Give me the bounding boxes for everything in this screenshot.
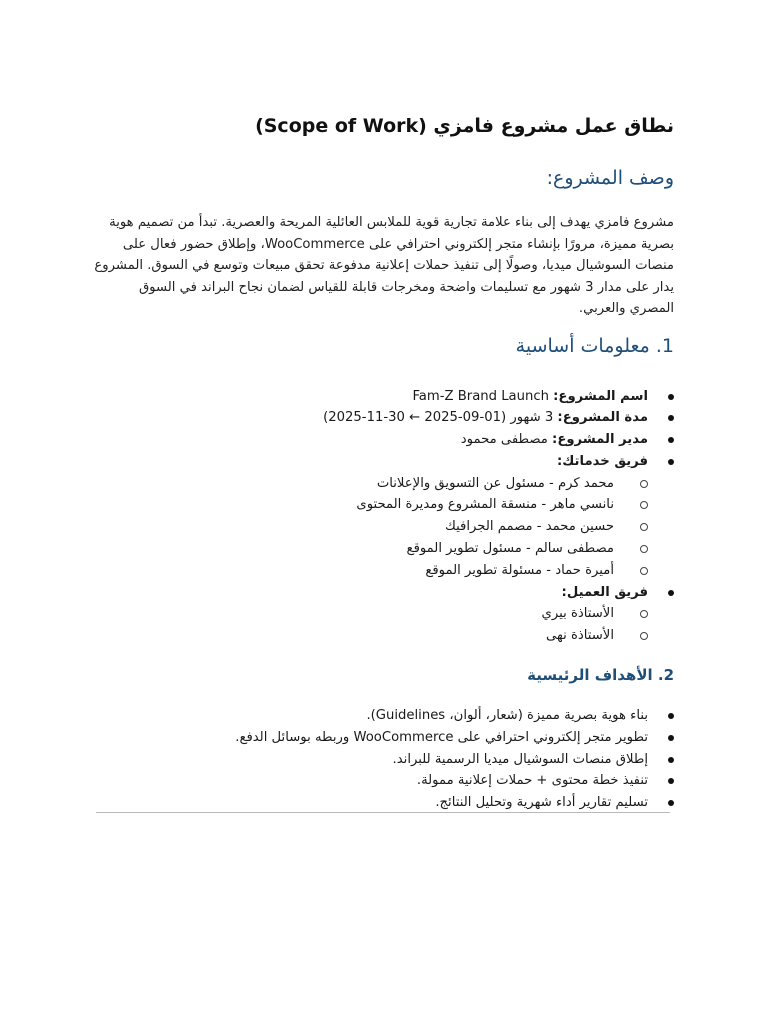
basic-info-list xyxy=(94,386,674,648)
goal-item: إطلاق منصات السوشيال ميديا الرسمية للبراند. xyxy=(94,749,648,771)
description-heading: وصف المشروع: xyxy=(546,167,674,189)
manager-value: مصطفى محمود xyxy=(460,432,548,448)
client-member: الأستاذة بيري xyxy=(94,603,614,625)
basic-info-heading: 1. معلومات أساسية xyxy=(515,334,674,357)
project-name-value: Fam-Z Brand Launch xyxy=(412,388,549,404)
project-description: مشروع فامزي يهدف إلى بناء علامة تجارية قوية للملابس العائلية المريحة والعصرية. تبدأ من تصميم هوية بصرية مميزة، مرورًا بإنشاء متجر إلكتروني احترافي على WooCommerce، وإطلاق حضور فعال على منصات السوشيال ميديا، وصولًا إلى تنفيذ حملات إعلانية مدفوعة تحقق مبيعات وتوسع في السوق. المشروع يدار على مدار 3 شهور مع تسليمات واضحة ومخرجات قابلة للقياس لضمان نجاح البراند في السوق المصري والعربي. xyxy=(94,215,674,316)
project-name-item xyxy=(94,386,648,408)
duration-item xyxy=(94,407,648,429)
project-name-label: اسم المشروع: xyxy=(553,388,648,404)
goals-list xyxy=(94,705,674,814)
duration-value: 3 شهور (01-09-2025 ← 30-11-2025) xyxy=(323,410,554,426)
goals-heading: 2. الأهداف الرئيسية xyxy=(527,666,674,685)
manager-item xyxy=(94,429,648,451)
client-team-item xyxy=(94,582,648,647)
section-divider xyxy=(96,812,670,813)
client-team-label: فريق العميل: xyxy=(561,584,648,600)
team-member: أميرة حماد - مسئولة تطوير الموقع xyxy=(94,560,614,582)
team-member: نانسي ماهر - منسقة المشروع ومديرة المحتوى xyxy=(94,494,614,516)
team-member: مصطفى سالم - مسئول تطوير الموقع xyxy=(94,538,614,560)
manager-label: مدير المشروع: xyxy=(552,432,648,448)
goal-item: تنفيذ خطة محتوى + حملات إعلانية ممولة. xyxy=(94,770,648,792)
team-label: فريق خدماتك: xyxy=(556,453,648,469)
goal-item: بناء هوية بصرية مميزة (شعار، ألوان، Guidelines). xyxy=(94,705,648,727)
goal-item: تسليم تقارير أداء شهرية وتحليل النتائج. xyxy=(94,792,648,814)
team-member: محمد كرم - مسئول عن التسويق والإعلانات xyxy=(94,473,614,495)
team-member: حسين محمد - مصمم الجرافيك xyxy=(94,516,614,538)
team-list xyxy=(94,473,648,582)
team-item xyxy=(94,451,648,582)
client-team-list xyxy=(94,603,648,647)
duration-label: مدة المشروع: xyxy=(557,410,648,426)
goal-item: تطوير متجر إلكتروني احترافي على WooCommerce وربطه بوسائل الدفع. xyxy=(94,727,648,749)
client-member: الأستاذة نهى xyxy=(94,625,614,647)
document-title: نطاق عمل مشروع فامزي (Scope of Work) xyxy=(255,115,674,137)
